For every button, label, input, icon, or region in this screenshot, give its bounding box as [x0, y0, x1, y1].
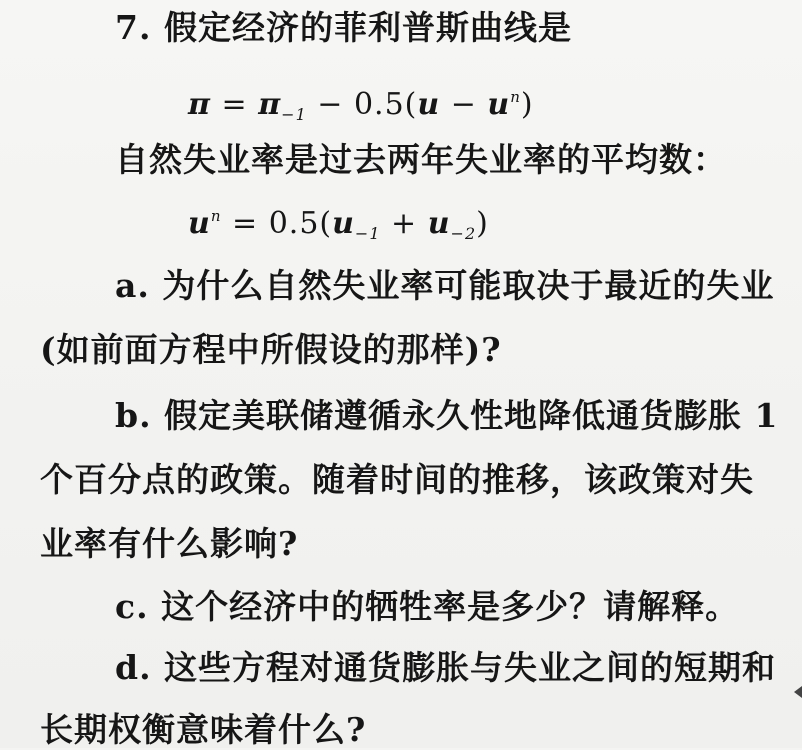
- problem-title: 7. 假定经济的菲利普斯曲线是: [115, 8, 572, 47]
- question-a-line-1: a. 为什么自然失业率可能取决于最近的失业: [115, 266, 775, 305]
- phillips-curve-equation: [188, 77, 534, 135]
- question-d-line-2: 长期权衡意味着什么?: [40, 710, 367, 749]
- question-b-line-2: 个百分点的政策。随着时间的推移，该政策对失: [40, 460, 754, 499]
- eq2-u-lag2: u: [427, 206, 451, 241]
- eq1-minus: −: [440, 87, 488, 122]
- question-c-line-1: c. 这个经济中的牺牲率是多少？请解释。: [115, 587, 740, 626]
- eq1-un: u: [487, 87, 511, 122]
- eq1-un-superscript: n: [510, 88, 521, 106]
- eq2-un-superscript: n: [210, 207, 222, 225]
- eq2-u-lag2-subscript: −2: [450, 224, 477, 243]
- question-b-line-3: 业率有什么影响?: [40, 524, 299, 563]
- eq1-pi: π: [188, 87, 211, 122]
- natural-rate-equation: [188, 196, 489, 254]
- question-b-line-1: b. 假定美联储遵循永久性地降低通货膨胀 1: [115, 396, 779, 435]
- question-a-line-2: (如前面方程中所假设的那样)?: [40, 330, 502, 369]
- eq2-u-lag1: u: [332, 206, 355, 241]
- eq1-coefficient: − 0.5(: [306, 87, 418, 122]
- eq1-pi-lag-subscript: −1: [281, 105, 307, 124]
- eq1-equals: =: [210, 87, 259, 122]
- eq2-plus: +: [380, 206, 428, 241]
- eq1-pi-lag: π: [258, 87, 282, 122]
- page-edge-mark: [794, 686, 802, 698]
- question-d-line-1: d. 这些方程对通货膨胀与失业之间的短期和: [115, 648, 777, 687]
- eq2-close-paren: ): [476, 206, 489, 241]
- eq1-u: u: [417, 87, 441, 122]
- eq2-u-lag1-subscript: −1: [354, 224, 381, 243]
- natural-rate-description: 自然失业率是过去两年失业率的平均数：: [115, 140, 727, 179]
- eq2-un: u: [188, 206, 211, 241]
- eq2-equals: = 0.5(: [221, 206, 333, 241]
- eq1-close-paren: ): [520, 87, 534, 122]
